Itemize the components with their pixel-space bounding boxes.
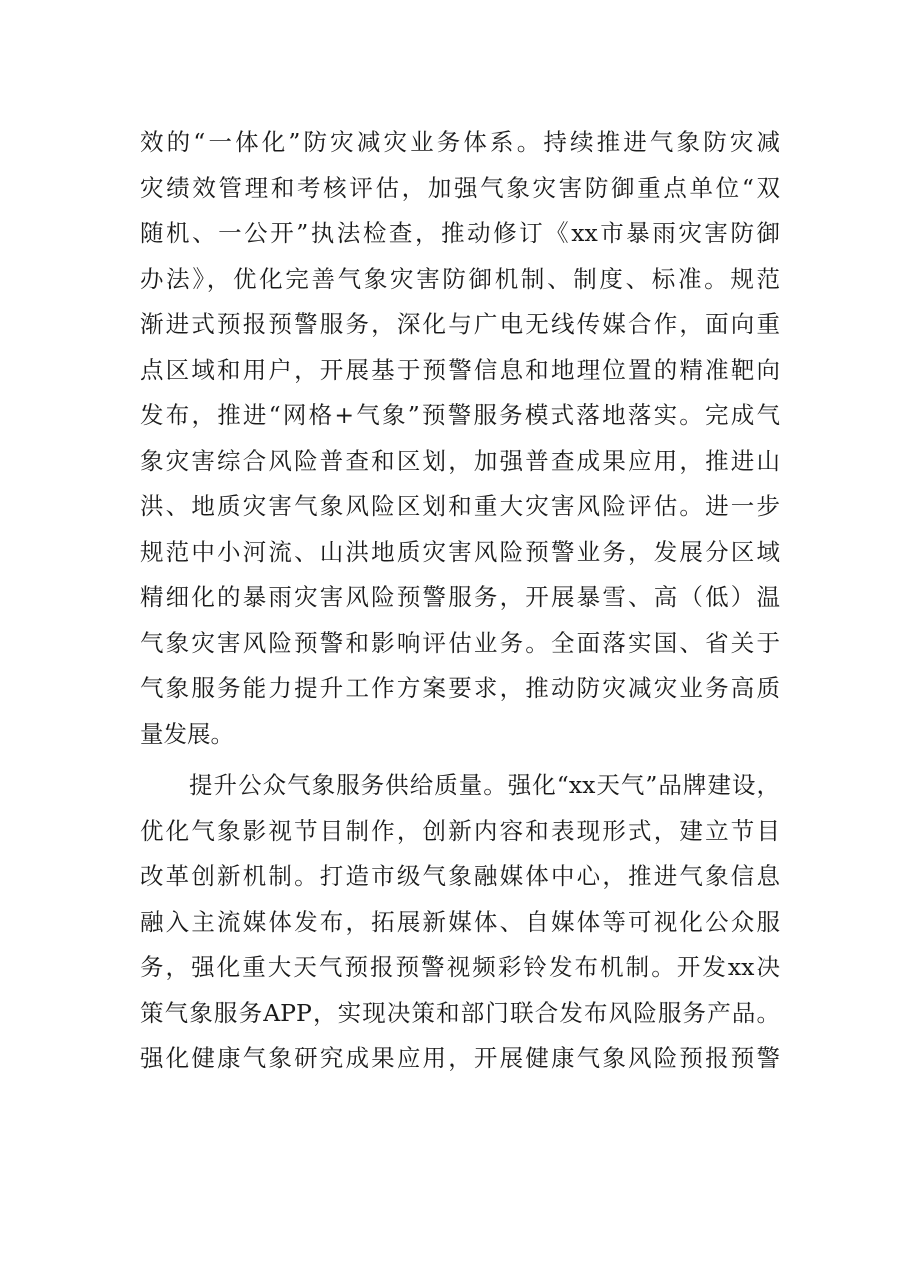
text-line: 气象灾害风险预警和影响评估业务。全面落实国、省关于 (140, 628, 780, 657)
paragraph-2 (140, 763, 780, 1082)
text-line: 办法》，优化完善气象灾害防御机制、制度、标准。规范 (140, 264, 780, 293)
text-line: 随机、一公开”执法检查，推动修订《xx市暴雨灾害防御 (140, 219, 780, 247)
text-line: 策气象服务APP，实现决策和部门联合发布风险服务产品。 (140, 998, 780, 1027)
text-line: 改革创新机制。打造市级气象融媒体中心，推进气象信息 (140, 862, 780, 890)
text-line: 精细化的暴雨灾害风险预警服务，开展暴雪、高（低）温 (140, 583, 780, 611)
text-line: 洪、地质灾害气象风险区划和重大灾害风险评估。进一步 (140, 492, 780, 520)
text-line: 优化气象影视节目制作，创新内容和表现形式，建立节目 (140, 816, 780, 845)
text-line: 务，强化重大天气预报预警视频彩铃发布机制。开发xx决 (140, 953, 780, 981)
document-body (140, 120, 780, 1082)
text-line: 点区域和用户，开展基于预警信息和地理位置的精准靶向 (140, 355, 780, 384)
paragraph-1 (140, 120, 780, 757)
text-line: 融入主流媒体发布，拓展新媒体、自媒体等可视化公众服 (140, 907, 780, 936)
text-line: 渐进式预报预警服务，深化与广电无线传媒合作，面向重 (140, 310, 780, 338)
text-line: 气象服务能力提升工作方案要求，推动防灾减灾业务高质 (140, 674, 780, 702)
text-line: 发布，推进“网格+气象”预警服务模式落地落实。完成气 (140, 401, 780, 429)
text-line: 灾绩效管理和考核评估，加强气象灾害防御重点单位“双 (140, 173, 780, 202)
text-line: 强化健康气象研究成果应用，开展健康气象风险预报预警 (140, 1044, 780, 1072)
text-line: 象灾害综合风险普查和区划，加强普查成果应用，推进山 (140, 446, 780, 475)
text-line: 量发展。 (140, 719, 234, 748)
text-line: 规范中小河流、山洪地质灾害风险预警业务，发展分区域 (140, 537, 780, 566)
text-line: 提升公众气象服务供给质量。强化“xx天气”品牌建设， (140, 771, 780, 799)
text-line: 效的“一体化”防灾减灾业务体系。持续推进气象防灾减 (140, 128, 780, 156)
